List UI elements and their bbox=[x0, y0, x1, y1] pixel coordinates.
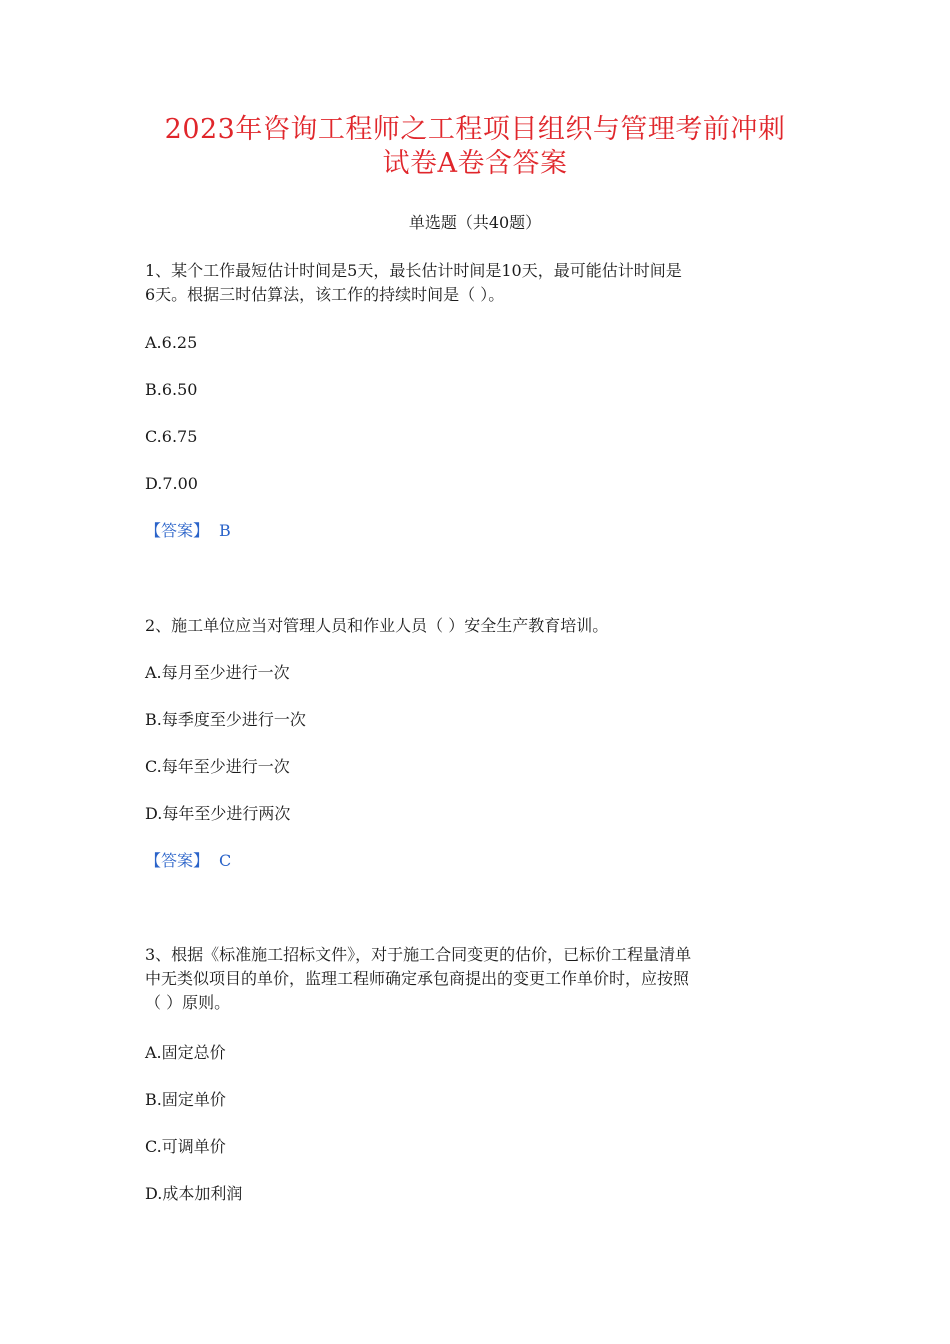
question-2-option-a: A.每月至少进行一次 bbox=[145, 663, 290, 682]
question-3-option-b: B.固定单价 bbox=[145, 1090, 226, 1109]
question-1-answer bbox=[145, 520, 231, 542]
question-3-line-2: 中无类似项目的单价，监理工程师确定承包商提出的变更工作单价时，应按照 bbox=[145, 969, 690, 988]
document-title-line-1: 2023年咨询工程师之工程项目组织与管理考前冲刺 bbox=[164, 114, 786, 145]
question-2-text bbox=[145, 614, 810, 638]
question-1-option-c: C.6.75 bbox=[145, 427, 198, 446]
question-3-line-1: 3、根据《标准施工招标文件》，对于施工合同变更的估价，已标价工程量清单 bbox=[145, 945, 692, 964]
question-1-answer-value: B bbox=[219, 521, 231, 540]
question-1-text bbox=[145, 259, 810, 307]
document-title-line-2: 试卷A卷含答案 bbox=[382, 148, 568, 179]
question-2-option-d: D.每年至少进行两次 bbox=[145, 804, 291, 823]
question-3-option-c: C.可调单价 bbox=[145, 1137, 226, 1156]
question-1-option-a: A.6.25 bbox=[145, 333, 198, 352]
question-2-line-1: 2、施工单位应当对管理人员和作业人员（ ）安全生产教育培训。 bbox=[145, 616, 609, 635]
question-2-answer bbox=[145, 850, 231, 872]
section-heading: 单选题（共40题） bbox=[408, 213, 542, 232]
question-1-option-b: B.6.50 bbox=[145, 380, 198, 399]
question-1-option-d: D.7.00 bbox=[145, 474, 198, 493]
question-3-option-d: D.成本加利润 bbox=[145, 1184, 243, 1203]
question-1-line-2: 6天。根据三时估算法，该工作的持续时间是（ ）。 bbox=[145, 285, 505, 304]
question-2-answer-value: C bbox=[219, 851, 232, 870]
question-1-line-1: 1、某个工作最短估计时间是5天，最长估计时间是10天，最可能估计时间是 bbox=[145, 261, 682, 280]
question-2-option-b: B.每季度至少进行一次 bbox=[145, 710, 306, 729]
question-3-text bbox=[145, 943, 810, 1015]
question-1-answer-label: 【答案】 bbox=[145, 521, 210, 540]
question-3-line-3: （ ）原则。 bbox=[145, 993, 231, 1012]
question-2-option-c: C.每年至少进行一次 bbox=[145, 757, 290, 776]
question-2-answer-label: 【答案】 bbox=[145, 851, 210, 870]
question-3-option-a: A.固定总价 bbox=[145, 1043, 226, 1062]
